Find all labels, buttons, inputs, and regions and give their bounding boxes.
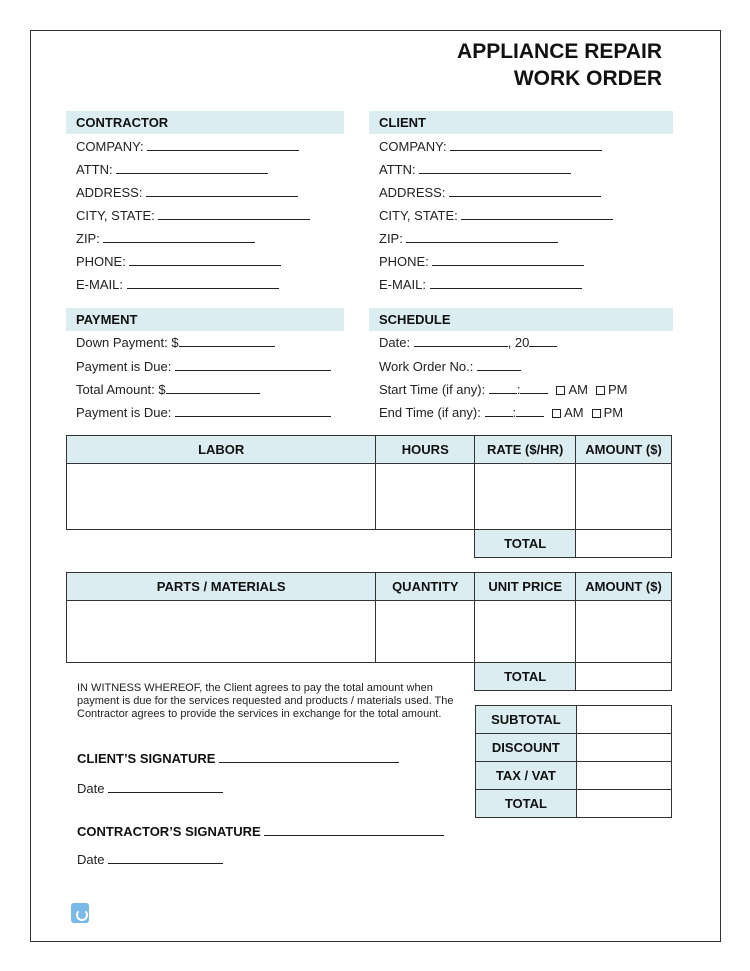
contractor-address-field[interactable]: ADDRESS: <box>76 183 298 201</box>
schedule-date-field[interactable]: Date: , 20 <box>379 333 557 351</box>
contractor-signature-date-field[interactable]: Date <box>77 850 223 867</box>
title-line-2: WORK ORDER <box>513 67 662 90</box>
client-heading: CLIENT <box>369 111 673 134</box>
contractor-email-field[interactable]: E-MAIL: <box>76 275 279 293</box>
labor-total-label: TOTAL <box>475 530 576 558</box>
labor-table <box>66 435 672 558</box>
end-pm-checkbox[interactable] <box>592 409 601 418</box>
rate-header: RATE ($/HR) <box>475 436 576 464</box>
parts-amount-header: AMOUNT ($) <box>576 573 672 601</box>
unit-price-cell[interactable] <box>475 601 576 663</box>
parts-total-label: TOTAL <box>475 663 576 691</box>
total-amount-field[interactable]: Total Amount: $ <box>76 380 260 398</box>
app-logo-icon <box>71 903 89 923</box>
payment-due-field-2[interactable]: Payment is Due: <box>76 403 331 421</box>
parts-row <box>67 601 672 663</box>
client-phone-field[interactable]: PHONE: <box>379 252 584 270</box>
tax-vat-label: TAX / VAT <box>476 762 577 790</box>
quantity-header: QUANTITY <box>376 573 475 601</box>
client-zip-field[interactable]: ZIP: <box>379 229 558 247</box>
hours-header: HOURS <box>376 436 475 464</box>
parts-table <box>66 572 672 691</box>
client-company-field[interactable]: COMPANY: <box>379 137 602 155</box>
discount-label: DISCOUNT <box>476 734 577 762</box>
work-order-no-field[interactable]: Work Order No.: <box>379 357 521 375</box>
payment-due-field-1[interactable]: Payment is Due: <box>76 357 331 375</box>
payment-heading: PAYMENT <box>66 308 344 331</box>
witness-statement: IN WITNESS WHEREOF, the Client agrees to pay the total amount when payment is due for the services requested and products / materials used. The Contractor agrees to provide the services in exchange for the total amount. <box>77 682 454 720</box>
client-city-state-field[interactable]: CITY, STATE: <box>379 206 613 224</box>
contractor-city-state-field[interactable]: CITY, STATE: <box>76 206 310 224</box>
parts-total-cell[interactable] <box>576 663 672 691</box>
grand-total-label: TOTAL <box>476 790 577 818</box>
client-email-field[interactable]: E-MAIL: <box>379 275 582 293</box>
start-am-checkbox[interactable] <box>556 386 565 395</box>
parts-cell[interactable] <box>67 601 376 663</box>
client-attn-field[interactable]: ATTN: <box>379 160 571 178</box>
document-title <box>457 38 662 92</box>
start-time-field[interactable]: Start Time (if any): : AM PM <box>379 382 628 397</box>
start-pm-checkbox[interactable] <box>596 386 605 395</box>
labor-amount-cell[interactable] <box>576 464 672 530</box>
rate-cell[interactable] <box>475 464 576 530</box>
parts-amount-cell[interactable] <box>576 601 672 663</box>
contractor-attn-field[interactable]: ATTN: <box>76 160 268 178</box>
client-address-field[interactable]: ADDRESS: <box>379 183 601 201</box>
labor-header: LABOR <box>67 436 376 464</box>
contractor-heading: CONTRACTOR <box>66 111 344 134</box>
tax-vat-cell[interactable] <box>576 762 671 790</box>
parts-header: PARTS / MATERIALS <box>67 573 376 601</box>
unit-price-header: UNIT PRICE <box>475 573 576 601</box>
labor-row <box>67 464 672 530</box>
end-time-field[interactable]: End Time (if any): : AM PM <box>379 405 624 420</box>
subtotal-cell[interactable] <box>576 706 671 734</box>
labor-cell[interactable] <box>67 464 376 530</box>
quantity-cell[interactable] <box>376 601 475 663</box>
subtotal-label: SUBTOTAL <box>476 706 577 734</box>
contractor-phone-field[interactable]: PHONE: <box>76 252 281 270</box>
schedule-heading: SCHEDULE <box>369 308 673 331</box>
client-signature-date-field[interactable]: Date <box>77 779 223 796</box>
grand-total-cell[interactable] <box>576 790 671 818</box>
contractor-company-field[interactable]: COMPANY: <box>76 137 299 155</box>
labor-amount-header: AMOUNT ($) <box>576 436 672 464</box>
summary-table <box>475 705 672 818</box>
contractor-zip-field[interactable]: ZIP: <box>76 229 255 247</box>
discount-cell[interactable] <box>576 734 671 762</box>
title-line-1: APPLIANCE REPAIR <box>457 40 662 63</box>
labor-total-cell[interactable] <box>576 530 672 558</box>
contractor-signature-field[interactable]: CONTRACTOR’S SIGNATURE <box>77 822 444 839</box>
client-signature-field[interactable]: CLIENT’S SIGNATURE <box>77 749 399 766</box>
down-payment-field[interactable]: Down Payment: $ <box>76 333 275 351</box>
end-am-checkbox[interactable] <box>552 409 561 418</box>
hours-cell[interactable] <box>376 464 475 530</box>
